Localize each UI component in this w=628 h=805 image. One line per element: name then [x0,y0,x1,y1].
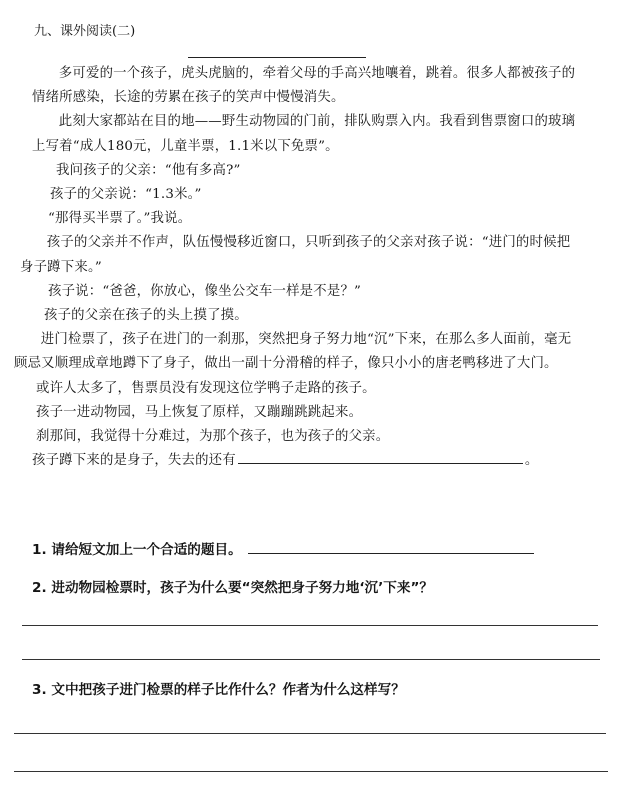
paragraph: 孩子一进动物园，马上恢复了原样，又蹦蹦跳跳起来。 [36,404,363,420]
paragraph: 我问孩子的父亲：“他有多高?” [56,162,241,178]
paragraph: 孩子的父亲说：“1.3米。” [50,187,202,203]
fill-in-suffix: 。 [524,453,539,469]
question-1-text: 1. 请给短文加上一个合适的题目。 [32,542,242,558]
paragraph: 此刻大家都站在目的地——野生动物园的门前，排队购票入内。我看到售票窗口的玻璃上写着“成人180元，儿童半票，1.1米以下免票”。 [32,114,576,154]
paragraph: 孩子的父亲并不作声，队伍慢慢移近窗口，只听到孩子的父亲对孩子说：“进门的时候把身子蹲下来。” [20,235,571,275]
paragraph: 孩子说：“爸爸，你放心，像坐公交车一样是不是？” [48,283,362,299]
answer-line[interactable] [14,733,606,734]
fill-in-blank[interactable] [238,451,523,464]
question-1 [32,538,534,558]
paragraph: 孩子的父亲在孩子的头上摸了摸。 [44,308,248,324]
paragraph: 刹那间，我觉得十分难过，为那个孩子，也为孩子的父亲。 [36,429,390,445]
reading-passage [0,62,628,473]
question-1-answer-blank[interactable] [248,539,534,554]
section-heading: 九、课外阅读(二) [34,24,136,39]
answer-line[interactable] [14,771,608,772]
title-blank[interactable] [188,57,366,58]
paragraph: “那得买半票了。”我说。 [48,211,192,227]
answer-line[interactable] [22,625,598,626]
question-2-text: 2. 进动物园检票时，孩子为什么要“突然把身子努力地‘沉’下来”？ [32,580,433,596]
paragraph-with-blank [0,449,628,473]
paragraph: 或许人太多了，售票员没有发现这位学鸭子走路的孩子。 [36,380,376,396]
fill-in-prefix: 孩子蹲下来的是身子，失去的还有 [32,453,236,469]
answer-line[interactable] [22,659,600,660]
paragraph: 进门检票了，孩子在进门的一刹那，突然把身子努力地“沉”下来，在那么多人面前，毫无顾忌又顺理成章地蹲下了身子，做出一副十分滑稽的样子，像只小小的唐老鸭移进了大门。 [14,332,572,372]
paragraph: 多可爱的一个孩子，虎头虎脑的，牵着父母的手高兴地嚷着，跳着。很多人都被孩子的情绪所感染，长途的劳累在孩子的笑声中慢慢消失。 [32,66,576,106]
question-3-text: 3. 文中把孩子进门检票的样子比作什么？作者为什么这样写？ [32,682,405,698]
